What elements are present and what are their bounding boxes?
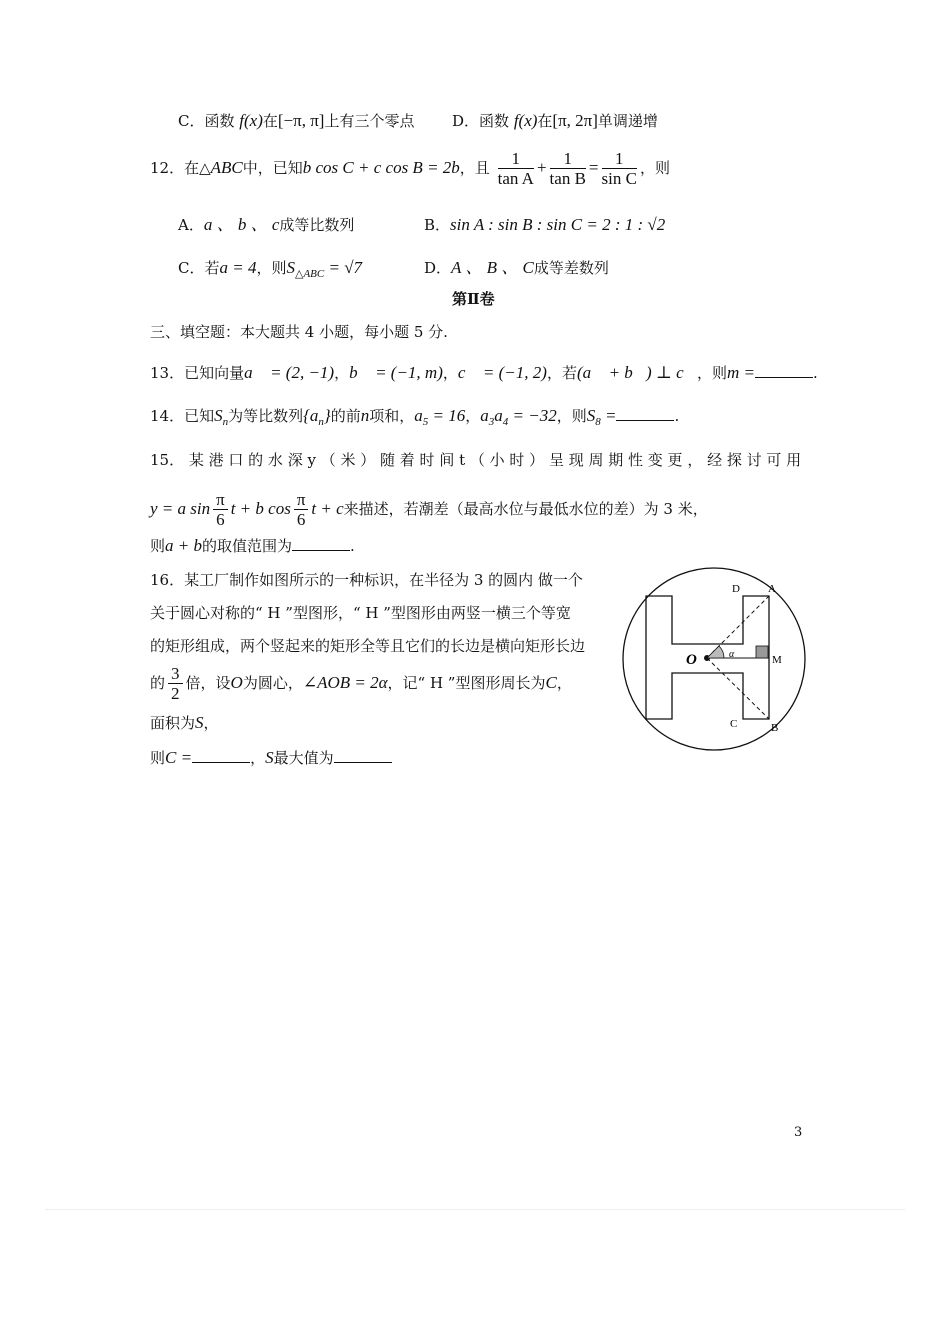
q12-c-sub: △ABC — [294, 268, 325, 280]
label-a: A — [768, 583, 776, 595]
q13-ask: m = — [726, 363, 755, 382]
q12-c-mid: ，则 — [256, 259, 287, 277]
q13-answer-blank[interactable] — [755, 363, 813, 378]
q14-a5-sub: 5 — [422, 416, 429, 428]
q14-a3-sub: 3 — [488, 416, 495, 428]
q15-line-2 — [150, 488, 708, 530]
q14 — [150, 405, 679, 433]
q12-a-math: a 、 b 、 c — [203, 215, 280, 234]
q14-prefix: 14．已知 — [150, 407, 215, 425]
q13 — [150, 362, 818, 384]
q16-frac-den: 2 — [171, 683, 180, 703]
q12-f1-num: 1 — [498, 150, 534, 169]
q14-s8-sub: 8 — [595, 416, 601, 428]
label-b: B — [771, 722, 779, 734]
q12-fraction-2 — [550, 150, 586, 189]
q14-an-close: } — [323, 406, 331, 425]
q16-line-6-text: 最大值为 — [273, 749, 334, 767]
q16-line-6-c: C — [165, 748, 177, 767]
part3-header: 三、填空题：本大题共 4 小题，每小题 5 分. — [150, 323, 448, 341]
q12-b-math: sin A : sin B : sin C = 2 : 1 : √2 — [450, 215, 666, 234]
q14-an-sub: n — [318, 416, 324, 428]
label-alpha: α — [729, 649, 735, 660]
q16-answer-blank-s[interactable] — [334, 748, 392, 763]
q15-answer-blank[interactable] — [292, 536, 350, 551]
q16-line-4 — [150, 662, 572, 704]
q16-line-4-o: O — [230, 673, 243, 692]
q12-f2-den: tan B — [549, 168, 586, 188]
q13-mid: ，若 — [546, 364, 577, 382]
q15-line-3-text: 的取值范围为 — [202, 537, 293, 555]
q15-t-plus-b-cos: t + b cos — [230, 499, 291, 518]
q12-condition: b cos C + c cos B = 2b — [302, 158, 460, 177]
q12-option-b — [424, 214, 665, 236]
q12-fraction-1 — [498, 150, 534, 189]
q14-s8-eq: = — [600, 406, 617, 425]
q16-line-1: 16．某工厂制作如图所示的一种标识，在半径为 3 的圆内 做一个 — [150, 571, 583, 589]
q14-a3: a — [480, 406, 489, 425]
q14-a5-val: = 16 — [428, 406, 466, 425]
q15-f2-num: π — [294, 491, 309, 510]
q14-dot: . — [674, 407, 680, 425]
q16-line-5-end: ， — [203, 714, 219, 732]
q15-f1-den: 6 — [216, 509, 225, 529]
q16-line-3: 的矩形组成，两个竖起来的矩形全等且它们的长边是横向矩形长边 — [150, 637, 586, 655]
q15-line-1: 15． 某 港 口 的 水 深 y （ 米 ） 随 着 时 间 t （ 小 时 ） 呈 现 周 期 性 变 更 ， 经 探 讨 可 用 — [150, 451, 802, 469]
q15-f2-den: 6 — [296, 509, 306, 529]
q15-dot: . — [350, 537, 355, 555]
label-c: C — [730, 718, 738, 730]
q12-a-label: A． — [178, 216, 204, 234]
q12-c-math-1: a = 4 — [219, 258, 257, 277]
q16-angle: ∠AOB = 2α — [302, 673, 388, 692]
q13-sep-1: ， — [334, 364, 350, 382]
label-d: D — [732, 583, 740, 595]
q12-d-math: A 、 B 、 C — [451, 258, 534, 277]
q14-sep: ， — [465, 407, 481, 425]
q14-s8: S — [586, 406, 596, 425]
q12-plus: + — [536, 158, 547, 177]
q11-c-interval: [−π, π] — [277, 111, 325, 130]
q11-d-func: f(x) — [513, 111, 538, 130]
q15-line-3-prefix: 则 — [150, 537, 166, 555]
label-o: O — [686, 652, 697, 668]
q16-line-6-s: S — [265, 748, 274, 767]
q14-sn: S — [214, 406, 223, 425]
q14-mid-1: 为等比数列 — [228, 407, 304, 425]
q11-d-mid: 在 — [537, 112, 553, 130]
q14-a4-sub: 4 — [502, 416, 509, 428]
q16-line-4-mid3: ，记“ H ”型图形周长为 — [387, 674, 546, 692]
q11-d-suffix: 单调递增 — [597, 112, 658, 130]
q13-dot: . — [812, 364, 818, 382]
q13-vector-b: b⃗ = (−1, m) — [349, 363, 443, 382]
q15-fraction-2 — [294, 491, 309, 530]
q12-option-a — [178, 214, 354, 236]
q11-d-interval: [π, 2π] — [552, 111, 598, 130]
q15-fraction-1 — [213, 491, 228, 530]
q14-an: {a — [303, 406, 319, 425]
q12-number: 12．在△ — [150, 159, 211, 177]
q11-option-d — [452, 110, 658, 132]
q13-prefix: 13．已知向量 — [150, 364, 245, 382]
q14-a5: a — [414, 406, 423, 425]
q12-f1-den: tan A — [497, 168, 534, 188]
q12-fraction-3 — [602, 150, 637, 189]
footer-divider — [45, 1209, 905, 1210]
q12-b-label: B． — [424, 216, 451, 234]
q12-c-math-3: = √7 — [324, 258, 363, 277]
q16-line-4-prefix: 的 — [150, 674, 166, 692]
q15-y-eq: y = a sin — [150, 499, 211, 518]
q14-mid-3: 项和， — [369, 407, 415, 425]
q15-line-3 — [150, 535, 355, 557]
q13-vector-a: a⃗ = (2, −1) — [244, 363, 335, 382]
q16-answer-blank-c[interactable] — [192, 748, 250, 763]
q14-n: n — [360, 406, 370, 425]
angle-alpha-marker — [707, 646, 724, 658]
q14-a3a4-val: = −32 — [508, 406, 557, 425]
section-title: 第Ⅱ卷 — [452, 290, 495, 308]
q12-f3-num: 1 — [602, 150, 637, 169]
q12-d-text: 成等差数列 — [533, 259, 609, 277]
q12-end: ，则 — [639, 159, 670, 177]
q11-option-c — [178, 110, 414, 132]
q16-line-6-prefix: 则 — [150, 749, 166, 767]
q15-t-plus-c: t + c — [311, 499, 344, 518]
q15-line-3-math: a + b — [165, 536, 202, 555]
q12-f3-den: sin C — [601, 168, 637, 188]
q16-fraction — [168, 665, 183, 704]
page-number: 3 — [794, 1125, 803, 1140]
q14-answer-blank[interactable] — [616, 406, 674, 421]
q15-line-2-text: 来描述，若潮差（最高水位与最低水位的差）为 3 米， — [343, 500, 708, 518]
q12-triangle: ABC — [210, 158, 243, 177]
q12-a-text: 成等比数列 — [279, 216, 355, 234]
q16-line-4-end: ， — [556, 674, 572, 692]
q11-c-func: f(x) — [239, 111, 263, 130]
q12-f2-num: 1 — [550, 150, 586, 169]
q15-f1-num: π — [213, 491, 228, 510]
right-angle-marker — [756, 646, 768, 658]
q12-option-c — [178, 257, 362, 285]
q12-c-label: C．若 — [178, 259, 220, 277]
q14-a4: a — [494, 406, 503, 425]
q12-text-2: ，且 — [459, 159, 490, 177]
q13-sep-2: ， — [442, 364, 458, 382]
q16-line-5-text: 面积为 — [150, 714, 196, 732]
q16-line-2: 关于圆心对称的“ H ”型图形，“ H ”型图形由两竖一横三个等宽 — [150, 604, 571, 622]
q11-d-prefix: D．函数 — [452, 112, 510, 130]
q16-line-4-c: C — [545, 673, 557, 692]
q12-option-d — [424, 257, 609, 279]
q16-line-6-eq: = — [176, 748, 193, 767]
q12-d-label: D． — [424, 259, 452, 277]
q13-vector-c: c⃗ = (−1, 2) — [457, 363, 547, 382]
q11-c-suffix: 上有三个零点 — [324, 112, 415, 130]
q14-sn-sub: n — [222, 416, 229, 428]
q12-text-1: 中，已知 — [242, 159, 303, 177]
q16-line-5-s: S — [195, 713, 204, 732]
q12-c-math-2: S — [286, 258, 295, 277]
q16-line-6-mid: ， — [250, 749, 266, 767]
q16-line-4-mid: 倍，设 — [185, 674, 231, 692]
q13-end: ，则 — [696, 364, 727, 382]
q16-line-5 — [150, 712, 219, 734]
label-m: M — [772, 654, 782, 666]
q16-frac-num: 3 — [168, 665, 183, 684]
q16-h-figure — [614, 566, 814, 752]
q12-stem — [150, 148, 670, 189]
q16-line-4-mid2: 为圆心， — [242, 674, 303, 692]
segment-ob — [707, 658, 769, 719]
q16-line-6 — [150, 747, 392, 769]
q12-equals: = — [588, 158, 599, 177]
q13-condition: (a⃗ + b⃗) ⊥ c⃗ — [576, 363, 697, 382]
q11-c-mid: 在 — [262, 112, 278, 130]
q14-mid-2: 的前 — [330, 407, 361, 425]
q11-c-prefix: C．函数 — [178, 112, 235, 130]
q14-end: ，则 — [556, 407, 587, 425]
